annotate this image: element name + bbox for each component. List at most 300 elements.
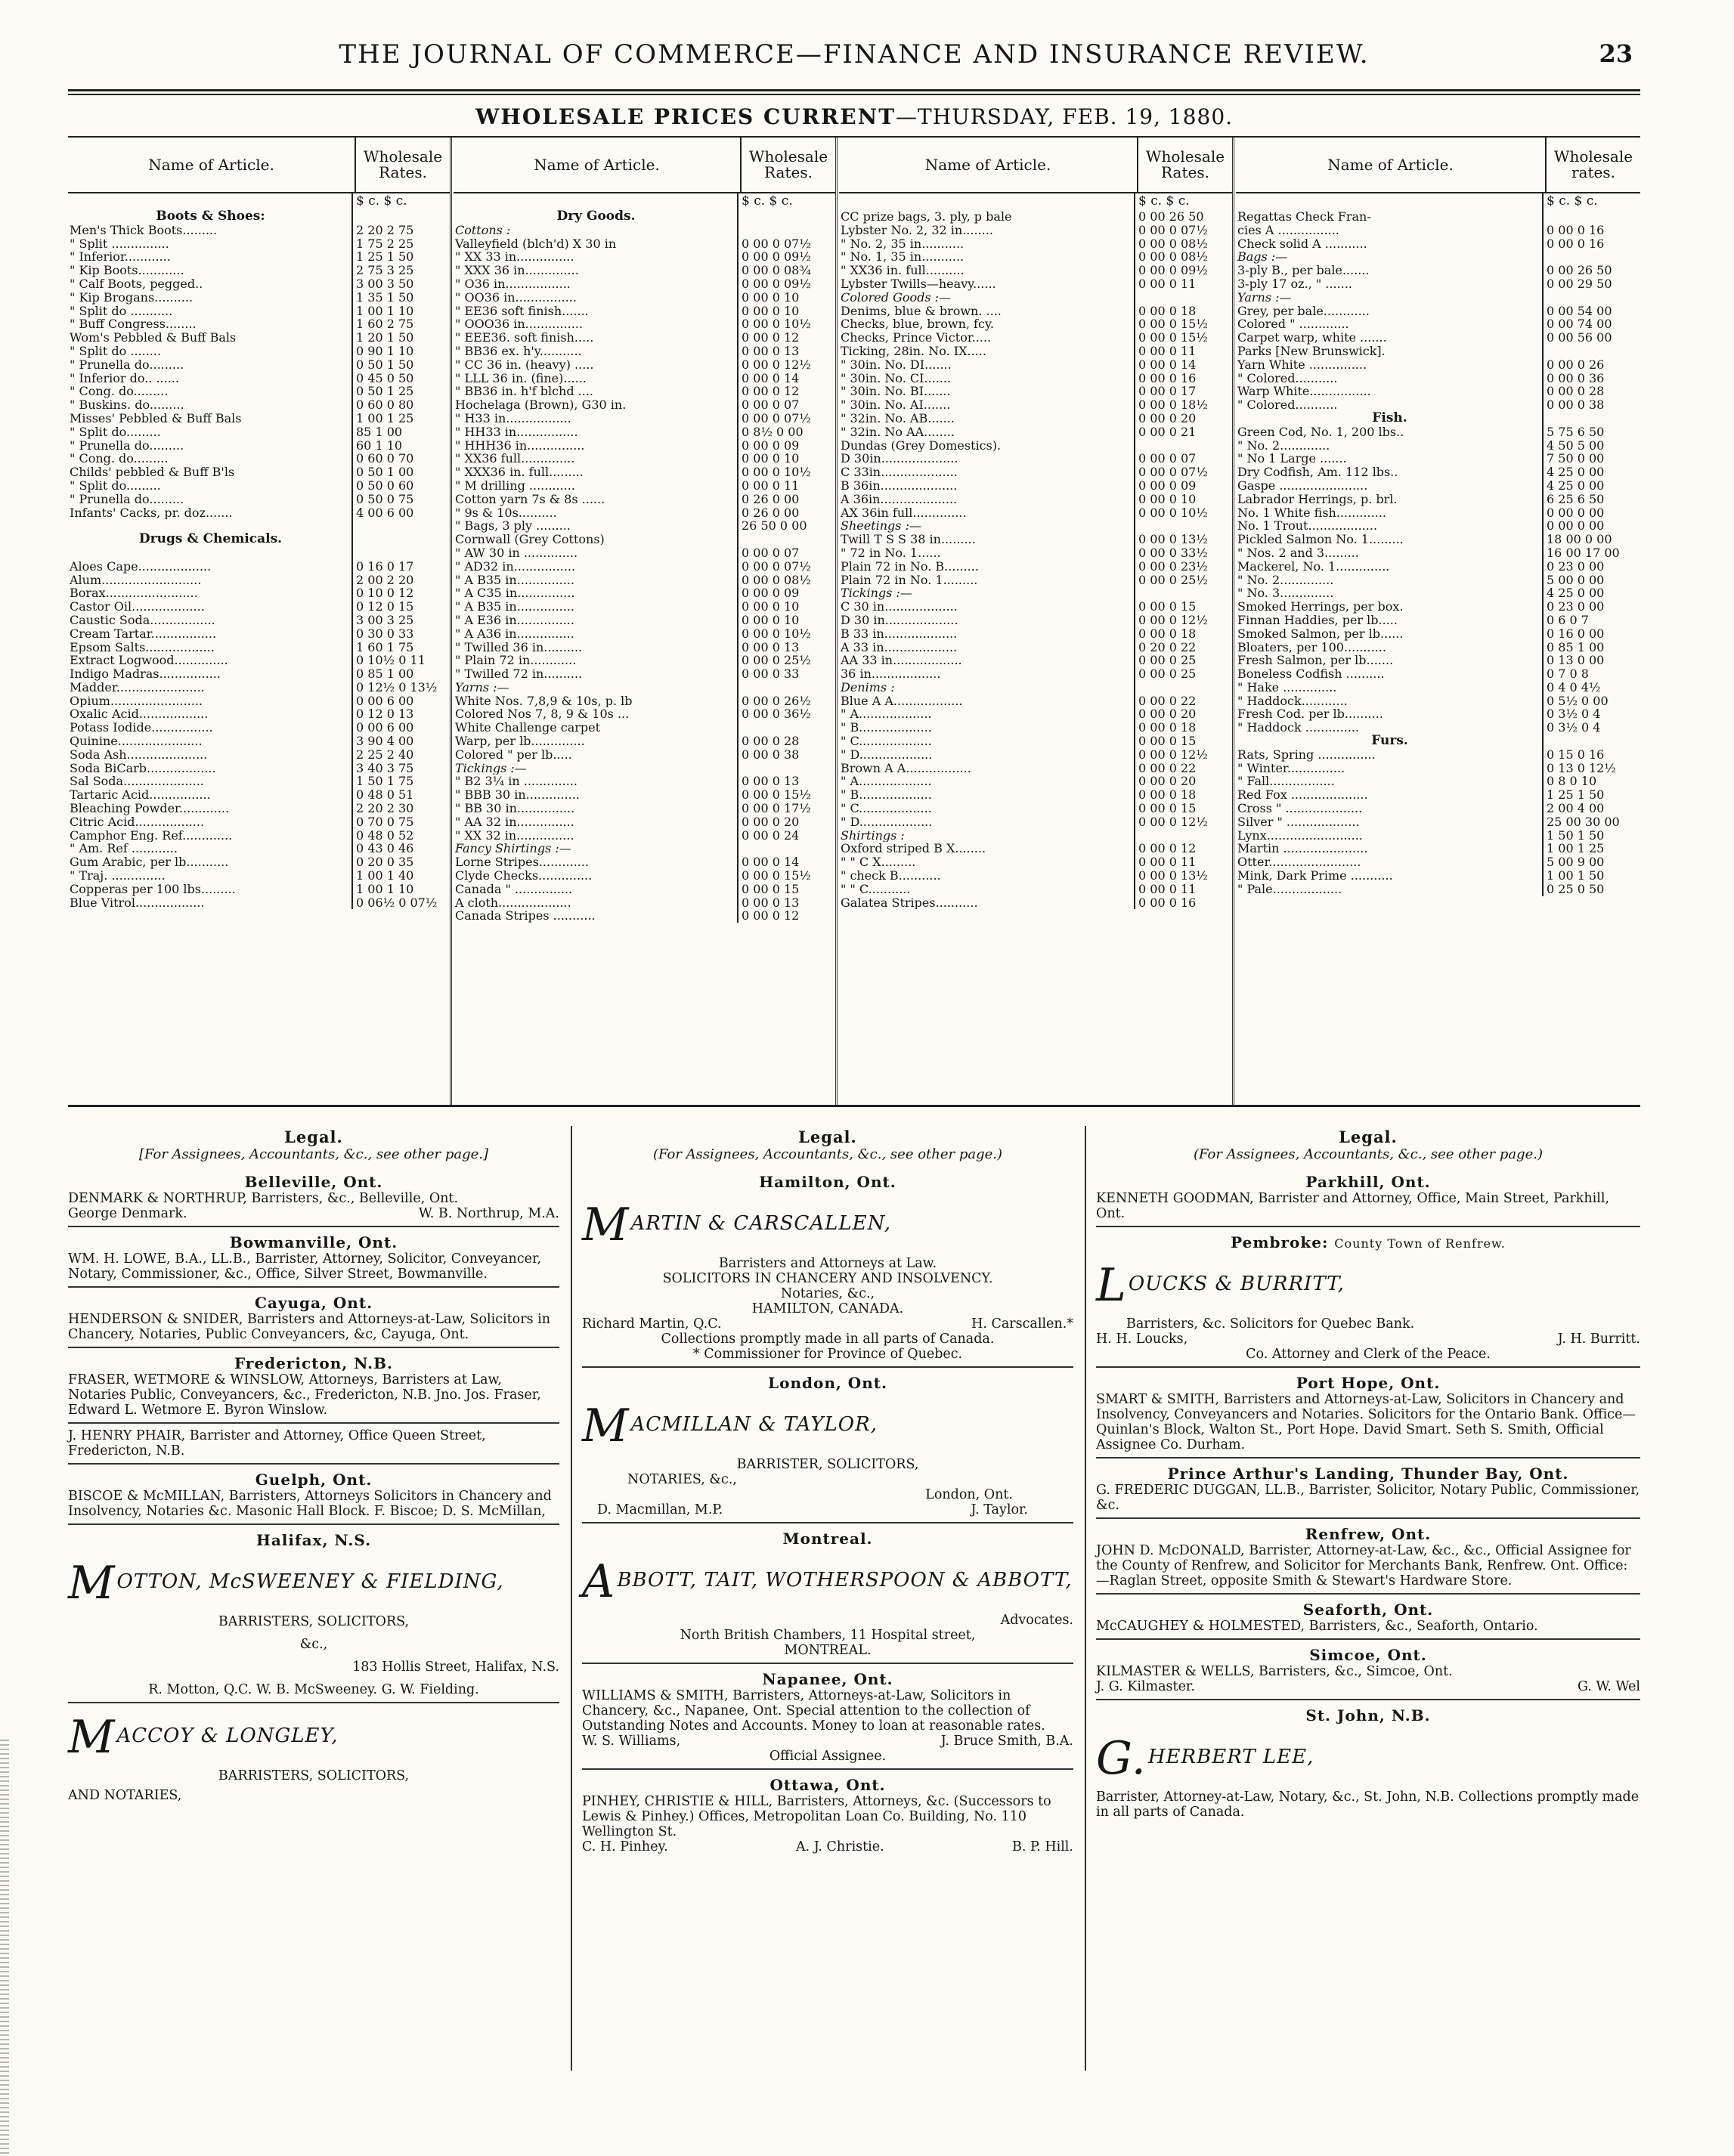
legal-note: [For Assignees, Accountants, &c., see other page.] <box>138 1146 489 1162</box>
listing-kilmaster-wells: KILMASTER & WELLS, Barristers, &c., Simcoe, Ont. J. G. Kilmaster. G. W. Wel <box>1096 1664 1640 1694</box>
article-name: " O36 in................. <box>454 277 738 291</box>
wholesale-rate: 1 35 1 50 <box>356 290 414 305</box>
article-name: Sal Soda..................... <box>68 775 353 788</box>
table-row <box>839 264 1232 277</box>
wholesale-rate: 0 00 0 16 <box>1547 237 1605 251</box>
table-row <box>1236 667 1640 681</box>
wholesale-rate: 0 00 0 12 <box>1138 842 1197 856</box>
legal-note: (For Assignees, Accountants, &c., see other page.) <box>1193 1146 1544 1162</box>
wholesale-rate: 5 75 6 50 <box>1547 425 1605 439</box>
wholesale-rate: 0 26 0 00 <box>742 492 800 506</box>
listing-martin-title: MARTIN & CARSCALLEN, <box>582 1199 891 1251</box>
table-row <box>454 883 835 896</box>
subsection-heading <box>1236 291 1640 305</box>
wholesale-rate <box>738 721 835 735</box>
article-name: Bleaching Powder............. <box>68 802 353 815</box>
wholesale-rate: 0 00 0 11 <box>1138 882 1197 896</box>
article-name: Lybster No. 2, 32 in........ <box>839 224 1135 237</box>
wholesale-rate: 0 3½ 0 4 <box>1547 707 1601 722</box>
table-row <box>1236 869 1640 883</box>
separator <box>68 1463 559 1465</box>
prices-heading <box>68 104 1640 129</box>
table-row <box>839 439 1232 453</box>
table-row <box>1236 694 1640 708</box>
currency-units: $ c. $ c. <box>742 193 793 209</box>
article-name: Drugs & Chemicals. <box>68 533 353 546</box>
article-name: Lorne Stripes............. <box>454 855 738 869</box>
wholesale-rate: 0 00 0 20 <box>1138 411 1197 425</box>
listing-macmillan-taylor: BARRISTER, SOLICITORS, NOTARIES, &c., London, Ont. D. Macmillan, M.P. J. Taylor. <box>597 1457 1028 1517</box>
wholesale-rate: 0 00 0 25 <box>1138 667 1197 681</box>
listing-maccoy: BARRISTERS, SOLICITORS, AND NOTARIES, <box>68 1768 410 1803</box>
article-name: A cloth................... <box>454 896 738 910</box>
article-name: " B................... <box>839 788 1135 802</box>
blank-cell <box>454 193 738 210</box>
table-row <box>454 721 835 735</box>
column-divider <box>571 1126 572 2071</box>
legal-column-3 <box>1096 1126 1640 2086</box>
prices-column-3 <box>839 138 1234 1105</box>
city-port-hope: Port Hope, Ont. <box>1296 1374 1441 1392</box>
table-row <box>454 735 835 748</box>
price-rows <box>454 210 835 923</box>
wholesale-rate: 1 00 1 40 <box>356 869 414 883</box>
article-name: " Am. Ref ............ <box>68 842 353 855</box>
subsection-heading <box>839 291 1232 305</box>
article-name: " No. 2.............. <box>1236 574 1544 587</box>
wholesale-rate: 0 00 0 36½ <box>742 707 811 722</box>
legal-note: (For Assignees, Accountants, &c., see other page.) <box>652 1146 1003 1162</box>
table-row <box>68 479 450 493</box>
article-name: " B2 3¼ in .............. <box>454 775 738 788</box>
listing-martin-carscallen: Barristers and Attorneys at Law. SOLICITORS IN CHANCERY AND INSOLVENCY. Notaries, &c., HAMILTON, CANADA. Richard Martin, Q.C. H. Carscallen.* Collections promptly made in all parts of Canada. * Commissioner for Province of Quebec. <box>582 1256 1073 1362</box>
article-name: " A B35 in............... <box>454 600 738 614</box>
blank-cell <box>839 193 1135 210</box>
city-bowmanville: Bowmanville, Ont. <box>229 1233 398 1251</box>
article-name: Soda BiCarb.................. <box>68 762 353 775</box>
listing-mcdonald: JOHN D. McDONALD, Barrister, Attorney-at-Law, &c., &c., Official Assignee for the County of Renfrew, and Solicitor for Merchants Bank, Renfrew. Ont. Office:—Raglan Street, opposite Smith & Stewart's Hardware Store. <box>1096 1543 1631 1588</box>
table-row <box>68 600 450 614</box>
table-row <box>68 291 450 305</box>
wholesale-rate: 0 00 0 16 <box>1547 223 1605 237</box>
table-row <box>1236 372 1640 385</box>
wholesale-rate: 0 00 0 12½ <box>742 357 811 372</box>
prices-table <box>68 136 1640 1107</box>
article-name: Labrador Herrings, p. brl. <box>1236 493 1544 506</box>
article-name: Epsom Salts.................. <box>68 641 353 654</box>
wholesale-rate: 0 00 0 11 <box>1138 344 1197 358</box>
article-name: " Calf Boots, pegged.. <box>68 277 353 291</box>
wholesale-rate: 4 25 0 00 <box>1547 466 1605 479</box>
subsection-heading <box>839 586 1232 600</box>
wholesale-rate: 0 8 0 10 <box>1547 775 1597 789</box>
wholesale-rate: 0 16 0 00 <box>1547 626 1605 641</box>
legal-column-1 <box>68 1126 559 2086</box>
article-name: Fancy Shirtings :— <box>454 842 738 855</box>
table-row <box>839 412 1232 425</box>
article-name: " Twilled 72 in.......... <box>454 667 738 681</box>
wholesale-rate: 60 1 10 <box>356 438 403 453</box>
wholesale-rate: 1 50 1 75 <box>356 775 414 789</box>
wholesale-rate <box>1135 681 1232 694</box>
article-name: " Split do ........... <box>68 305 353 318</box>
table-row <box>839 493 1232 506</box>
article-name: " No. 2............. <box>1236 439 1544 453</box>
wholesale-rate: 0 00 0 14 <box>742 855 800 870</box>
prices-date: —THURSDAY, FEB. 19, 1880. <box>896 104 1234 129</box>
separator <box>68 1702 559 1703</box>
city-montreal: Montreal. <box>782 1530 873 1548</box>
wholesale-rate <box>1135 519 1232 533</box>
table-row <box>1236 345 1640 358</box>
subsection-heading <box>839 519 1232 533</box>
wholesale-rate <box>353 519 450 533</box>
article-name: " Buff Congress........ <box>68 317 353 331</box>
article-name: Regattas Check Fran- <box>1236 210 1544 224</box>
article-name: Smoked Salmon, per lb...... <box>1236 627 1544 641</box>
page-header <box>68 39 1640 70</box>
article-name: Tartaric Acid................ <box>68 788 353 802</box>
wholesale-rate: 0 00 0 28 <box>1547 385 1605 399</box>
wholesale-rate: 3 00 3 50 <box>356 277 414 291</box>
wholesale-rate: 0 15 0 16 <box>1547 747 1605 762</box>
table-row <box>454 305 835 318</box>
article-name: Galatea Stripes........... <box>839 896 1135 910</box>
wholesale-rate: 0 00 0 13½ <box>1138 533 1208 546</box>
prices-column-2 <box>454 138 838 1105</box>
wholesale-rate: 1 60 1 75 <box>356 640 414 654</box>
article-name: " Prunella do......... <box>68 358 353 372</box>
table-row <box>68 896 450 910</box>
table-row <box>454 707 835 721</box>
table-row <box>68 224 450 237</box>
wholesale-rate <box>738 762 835 775</box>
wholesale-rate: 0 00 0 11 <box>742 478 800 493</box>
article-name: Pickled Salmon No. 1......... <box>1236 533 1544 546</box>
wholesale-rate: 0 00 0 15 <box>1138 600 1197 614</box>
wholesale-rate: 0 60 0 80 <box>356 398 414 412</box>
table-row <box>68 439 450 453</box>
article-name: " AD32 in................ <box>454 560 738 574</box>
wholesale-rate: 0 00 0 10 <box>1138 492 1197 506</box>
table-row <box>1236 788 1640 802</box>
table-row <box>839 358 1232 372</box>
table-row <box>454 372 835 385</box>
wholesale-rate: 0 00 0 10 <box>742 600 800 614</box>
article-name: CC prize bags, 3. ply, p bale <box>839 210 1135 224</box>
wholesale-rate: 1 00 1 10 <box>356 304 414 318</box>
table-row <box>839 869 1232 883</box>
article-name: " BBB 30 in.............. <box>454 788 738 802</box>
listing-abbott-title: ABBOTT, TAIT, WOTHERSPOON & ABBOTT, <box>582 1555 1073 1608</box>
wholesale-rate: 0 23 0 00 <box>1547 600 1605 614</box>
table-row <box>68 614 450 627</box>
article-name: " HHH36 in............... <box>454 439 738 453</box>
wholesale-rate: 0 00 0 33½ <box>1138 546 1208 560</box>
city-renfrew: Renfrew, Ont. <box>1305 1525 1432 1543</box>
prices-title: WHOLESALE PRICES CURRENT <box>475 104 896 129</box>
table-row <box>1236 398 1640 412</box>
table-row <box>68 802 450 815</box>
article-name: " 32in. No AA........ <box>839 425 1135 439</box>
separator <box>582 1522 1073 1523</box>
journal-title: THE JOURNAL OF COMMERCE—FINANCE AND INSURANCE REVIEW. <box>339 39 1370 70</box>
table-row <box>454 869 835 883</box>
wholesale-rate: 0 00 0 25½ <box>1138 573 1208 587</box>
article-name: D 30in.................... <box>839 452 1135 466</box>
article-name: Mackerel, No. 1.............. <box>1236 560 1544 574</box>
table-row <box>839 614 1232 627</box>
price-rows <box>1236 210 1640 896</box>
article-name: " BB36 ex. h'y........... <box>454 345 738 358</box>
article-name: " 32in. No. AB....... <box>839 412 1135 425</box>
article-name: " XX36 full.............. <box>454 452 738 466</box>
blank-cell <box>68 193 353 210</box>
article-name: " Colored........... <box>1236 372 1544 385</box>
article-name: " M drilling ............ <box>454 479 738 493</box>
article-name: Warp White................ <box>1236 385 1544 398</box>
city-st-john: St. John, N.B. <box>1305 1706 1431 1724</box>
article-name: Tickings :— <box>454 762 738 775</box>
wholesale-rate: 1 75 2 25 <box>356 237 414 251</box>
wholesale-rate: 0 00 0 18 <box>1138 788 1197 803</box>
table-row <box>68 277 450 291</box>
table-row <box>839 694 1232 708</box>
article-name: " Inferior............ <box>68 250 353 264</box>
article-name: " XXX 36 in.............. <box>454 264 738 277</box>
wholesale-rate: 0 00 0 18 <box>1138 721 1197 735</box>
article-name: " 30in. No. CI....... <box>839 372 1135 385</box>
table-row <box>839 883 1232 896</box>
separator <box>1096 1457 1640 1458</box>
listing-maccoy-title: MACCOY & LONGLEY, <box>68 1711 339 1764</box>
wholesale-rate: 0 00 0 24 <box>742 828 800 843</box>
city-guelph: Guelph, Ont. <box>255 1471 373 1489</box>
wholesale-rate: 0 50 1 25 <box>356 385 414 399</box>
table-row <box>68 815 450 829</box>
listing-lee: Barrister, Attorney-at-Law, Notary, &c., St. John, N.B. Collections promptly made in all parts of Canada. <box>1096 1789 1640 1820</box>
article-name: Fresh Cod. per lb.......... <box>1236 707 1544 721</box>
wholesale-rate <box>738 224 835 237</box>
prices-column-4 <box>1236 138 1640 1105</box>
separator <box>1096 1699 1640 1700</box>
wholesale-rate: 0 00 0 12½ <box>1138 815 1208 829</box>
table-row <box>68 586 450 600</box>
table-row <box>68 398 450 412</box>
article-name: " OOO36 in............... <box>454 317 738 331</box>
table-row <box>68 883 450 896</box>
wholesale-rate: 0 00 0 10 <box>742 304 800 318</box>
article-name: " 30in. No. DI....... <box>839 358 1135 372</box>
article-name: " Kip Boots............ <box>68 264 353 277</box>
table-row <box>454 412 835 425</box>
table-row <box>454 291 835 305</box>
article-name: Furs. <box>1236 735 1544 748</box>
article-name: Hochelaga (Brown), G30 in. <box>454 398 738 412</box>
table-row <box>454 398 835 412</box>
city-fredericton: Fredericton, N.B. <box>234 1354 393 1372</box>
wholesale-rate: 0 85 1 00 <box>356 667 414 681</box>
separator <box>1096 1226 1640 1227</box>
wholesale-rate <box>1135 439 1232 453</box>
currency-units-row <box>68 193 450 210</box>
table-row <box>454 358 835 372</box>
article-name: Carpet warp, white ....... <box>1236 331 1544 345</box>
wholesale-rate: 0 45 0 50 <box>356 371 414 385</box>
table-row <box>68 788 450 802</box>
header-name-of-article: Name of Article. <box>1236 138 1547 192</box>
table-row <box>839 345 1232 358</box>
table-row <box>1236 654 1640 667</box>
article-name: " No. 2, 35 in........... <box>839 237 1135 251</box>
article-name: B 33 in................... <box>839 627 1135 641</box>
article-name: Copperas per 100 lbs......... <box>68 883 353 896</box>
wholesale-rate: 3 90 4 00 <box>356 735 414 748</box>
wholesale-rate: 0 00 0 12½ <box>1138 613 1208 627</box>
table-row <box>1236 762 1640 775</box>
wholesale-rate: 2 75 3 25 <box>356 264 414 277</box>
listing-loucks-title: LOUCKS & BURRITT, <box>1096 1259 1345 1312</box>
separator <box>68 1523 559 1525</box>
table-row <box>454 452 835 466</box>
table-row <box>839 398 1232 412</box>
listing-henderson-snider: HENDERSON & SNIDER, Barristers and Attorneys-at-Law, Solicitors in Chancery, Notaries, Public Conveyancers, &c, Cayuga, Ont. <box>68 1312 550 1342</box>
separator <box>68 1286 559 1288</box>
article-name: " Haddock............ <box>1236 694 1544 708</box>
wholesale-rate: 5 00 0 00 <box>1547 573 1605 587</box>
table-row <box>839 855 1232 869</box>
table-row <box>839 479 1232 493</box>
listing-loucks-burritt: Barristers, &c. Solicitors for Quebec Bank. H. H. Loucks, J. H. Burritt. Co. Attorney and Clerk of the Peace. <box>1096 1316 1640 1362</box>
article-name: " HH33 in................ <box>454 425 738 439</box>
column-header <box>454 138 835 193</box>
wholesale-rate <box>353 533 450 546</box>
article-name: Colored " per lb..... <box>454 748 738 762</box>
wholesale-rate: 0 00 0 07½ <box>1138 223 1208 237</box>
article-name: Warp, per lb.............. <box>454 735 738 748</box>
table-row <box>68 237 450 251</box>
legal-heading: Legal. <box>1339 1127 1398 1146</box>
table-row <box>454 614 835 627</box>
listing-smart-smith: SMART & SMITH, Barristers and Attorneys-at-Law, Solicitors in Chancery and Insolvency, Conveyancers and Notaries. Solicitors for the Ontario Bank. Office—Quinlan's Block, Walton St., Port Hope. David Smart. Seth S. Smith, Official Assignee Co. Durham. <box>1096 1392 1636 1452</box>
city-simcoe: Simcoe, Ont. <box>1309 1646 1427 1664</box>
wholesale-rate: 0 10 0 12 <box>356 586 414 601</box>
currency-units-row <box>839 193 1232 210</box>
article-name: AA 33 in.................. <box>839 654 1135 667</box>
article-name: " B................... <box>839 721 1135 735</box>
wholesale-rate: 1 60 2 75 <box>356 317 414 332</box>
table-row <box>454 479 835 493</box>
wholesale-rate: 0 85 1 00 <box>1547 640 1605 654</box>
table-row <box>454 855 835 869</box>
city-seaforth: Seaforth, Ont. <box>1302 1601 1434 1619</box>
wholesale-rate: 5 00 9 00 <box>1547 855 1605 870</box>
wholesale-rate: 0 00 0 15 <box>742 882 800 896</box>
article-name: C 33in.................... <box>839 466 1135 479</box>
wholesale-rate: 0 00 0 20 <box>1138 707 1197 722</box>
article-name: Parks [New Brunswick]. <box>1236 345 1544 358</box>
wholesale-rate: 0 00 0 07½ <box>742 411 811 425</box>
article-name: " 30in. No. AI....... <box>839 398 1135 412</box>
table-row <box>454 574 835 587</box>
article-name: Checks, blue, brown, fcy. <box>839 317 1135 331</box>
article-name: " Traj. .............. <box>68 869 353 883</box>
table-row <box>839 574 1232 587</box>
header-name-of-article: Name of Article. <box>454 138 742 192</box>
table-row <box>839 425 1232 439</box>
wholesale-rate: 0 00 0 11 <box>1138 277 1197 291</box>
wholesale-rate <box>1135 829 1232 843</box>
table-row <box>1236 277 1640 291</box>
article-name: " Pale.................. <box>1236 883 1544 896</box>
table-row <box>454 748 835 762</box>
city-napanee: Napanee, Ont. <box>762 1670 893 1688</box>
column-header <box>1236 138 1640 193</box>
table-row <box>68 506 450 520</box>
wholesale-rate: 0 00 0 21 <box>1138 425 1197 439</box>
wholesale-rate <box>1135 291 1232 305</box>
article-name: Men's Thick Boots......... <box>68 224 353 237</box>
table-row <box>454 586 835 600</box>
table-row <box>68 385 450 398</box>
header-name-of-article: Name of Article. <box>839 138 1138 192</box>
table-row <box>1236 385 1640 398</box>
wholesale-rate: 0 00 0 11 <box>1138 855 1197 870</box>
wholesale-rate: 0 00 0 28 <box>742 735 800 748</box>
article-name: " D................... <box>839 748 1135 762</box>
wholesale-rate: 0 00 0 09 <box>742 438 800 453</box>
article-name: " Split ............... <box>68 237 353 251</box>
page-edge-damage <box>0 1738 9 2154</box>
wholesale-rate: 0 00 29 50 <box>1547 277 1612 291</box>
article-name: " AA 32 in............... <box>454 815 738 829</box>
table-row <box>454 600 835 614</box>
wholesale-rate: 0 16 0 17 <box>356 559 414 574</box>
wholesale-rate: 0 00 0 20 <box>742 815 800 829</box>
article-name: Caustic Soda................. <box>68 614 353 627</box>
legal-heading: Legal. <box>284 1127 343 1146</box>
prices-column-1 <box>68 138 452 1105</box>
separator <box>582 1366 1073 1368</box>
article-name: Camphor Eng. Ref............. <box>68 829 353 843</box>
article-name: Denims : <box>839 681 1135 694</box>
article-name: " LLL 36 in. (fine)...... <box>454 372 738 385</box>
article-name: " " C X......... <box>839 855 1135 869</box>
article-name: Madder....................... <box>68 681 353 694</box>
article-name: " AW 30 in .............. <box>454 546 738 560</box>
wholesale-rate: 0 00 0 07½ <box>1138 466 1208 479</box>
article-name: Grey, per bale............ <box>1236 305 1544 318</box>
wholesale-rate: 0 50 1 50 <box>356 357 414 372</box>
wholesale-rate <box>1544 210 1640 224</box>
article-name: No. 1 White fish............. <box>1236 506 1544 520</box>
article-name: Martin ...................... <box>1236 842 1544 855</box>
currency-units: $ c. $ c. <box>356 193 407 209</box>
table-row <box>1236 519 1640 533</box>
table-row <box>68 317 450 331</box>
article-name: Indigo Madras................ <box>68 667 353 681</box>
article-name: Cream Tartar................. <box>68 627 353 641</box>
wholesale-rate: 0 00 0 08½ <box>1138 237 1208 251</box>
article-name: Lynx......................... <box>1236 829 1544 843</box>
article-name: C 30 in................... <box>839 600 1135 614</box>
article-name: " Prunella do......... <box>68 439 353 453</box>
listing-motton-title: MOTTON, McSWEENEY & FIELDING, <box>68 1557 504 1610</box>
article-name: Check solid A ........... <box>1236 237 1544 251</box>
currency-units-row <box>1236 193 1640 210</box>
article-name: Dry Codfish, Am. 112 lbs.. <box>1236 466 1544 479</box>
table-row <box>839 506 1232 520</box>
